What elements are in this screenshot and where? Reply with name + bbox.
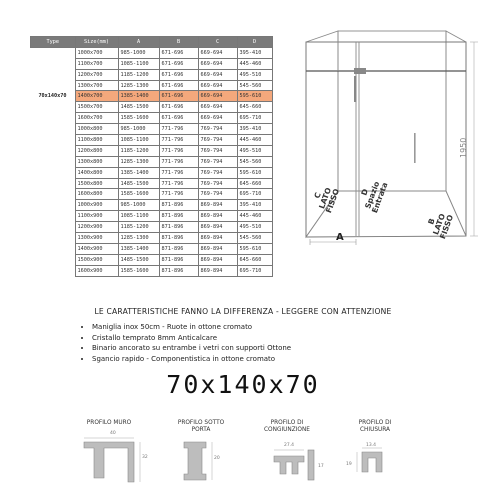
dim-label: 40 [110,431,116,436]
table-cell: 1485-1500 [118,178,159,189]
table-cell: 695-710 [237,113,272,124]
type-cell [31,167,76,178]
type-cell [31,211,76,222]
table-cell: 671-696 [159,91,198,102]
type-cell [31,178,76,189]
table-cell: 395-410 [237,124,272,135]
type-cell [31,135,76,146]
table-cell: 1185-1200 [118,145,159,156]
table-cell: 871-896 [159,243,198,254]
type-cell [31,145,76,156]
table-cell: 985-1000 [118,47,159,58]
table-cell: 1300x800 [75,156,118,167]
table-cell: 669-694 [198,58,237,69]
header-a: A [118,37,159,48]
table-cell: 1600x900 [75,265,118,276]
type-cell [31,69,76,80]
table-cell: 1200x800 [75,145,118,156]
table-row [31,211,273,222]
header-d: D [237,37,272,48]
table-cell: 769-794 [198,189,237,200]
type-cell [31,58,76,69]
table-cell: 1585-1600 [118,113,159,124]
table-cell: 1000x800 [75,124,118,135]
table-cell: 771-796 [159,189,198,200]
table-cell: 1600x700 [75,113,118,124]
type-cell [31,222,76,233]
header-c: C [198,37,237,48]
header-b: B [159,37,198,48]
table-cell: 869-894 [198,254,237,265]
dim-label: 19 [346,462,352,467]
dim-label: 27.4 [284,443,295,448]
table-cell: 871-896 [159,222,198,233]
table-cell: 669-694 [198,69,237,80]
table-cell: 445-460 [237,135,272,146]
table-cell: 871-896 [159,200,198,211]
type-cell [31,124,76,135]
table-cell: 769-794 [198,135,237,146]
table-cell: 1100x700 [75,58,118,69]
table-cell: 695-710 [237,189,272,200]
table-cell: 869-894 [198,233,237,244]
table-cell: 445-460 [237,58,272,69]
table-cell: 1285-1300 [118,233,159,244]
table-cell: 695-710 [237,265,272,276]
table-cell: 545-560 [237,80,272,91]
table-cell: 1300x700 [75,80,118,91]
table-cell: 545-560 [237,233,272,244]
type-cell [31,233,76,244]
type-cell [31,200,76,211]
table-cell: 495-510 [237,145,272,156]
features-heading: LE CARATTERISTICHE FANNO LA DIFFERENZA - LEGGERE CON ATTENZIONE [94,307,392,316]
table-cell: 671-696 [159,69,198,80]
feature-item: • Sgancio rapido - Componentistica in ottone cromato [92,354,291,365]
table-cell: 1385-1400 [118,167,159,178]
table-cell: 495-510 [237,222,272,233]
table-cell: 669-694 [198,102,237,113]
table-cell: 769-794 [198,124,237,135]
profile-label: PROFILO DI CHIUSURA [358,420,392,433]
table-row [31,156,273,167]
type-cell [31,47,76,58]
table-row [31,113,273,124]
feature-item: • Maniglia inox 50cm - Ruote in ottone cromato [92,322,291,333]
table-row [31,233,273,244]
table-cell: 1585-1600 [118,265,159,276]
table-cell: 1385-1400 [118,91,159,102]
table-cell: 871-896 [159,233,198,244]
table-cell: 1085-1100 [118,211,159,222]
table-cell: 771-796 [159,145,198,156]
table-cell: 1285-1300 [118,80,159,91]
table-cell: 1485-1500 [118,102,159,113]
table-row [31,47,273,58]
table-cell: 771-796 [159,167,198,178]
profile-label: PROFILO DI CONGIUNZIONE [264,420,310,433]
table-cell: 1185-1200 [118,69,159,80]
type-cell [31,243,76,254]
table-cell: 595-610 [237,91,272,102]
table-cell: 769-794 [198,145,237,156]
table-cell: 1600x800 [75,189,118,200]
table-cell: 985-1000 [118,200,159,211]
table-cell: 1200x900 [75,222,118,233]
table-cell: 769-794 [198,178,237,189]
dim-label: 17 [318,464,324,469]
type-cell: 70x140x70 [31,91,76,102]
table-cell: 869-894 [198,243,237,254]
dim-label: 20 [214,456,220,461]
table-cell: 671-696 [159,102,198,113]
table-cell: 495-510 [237,69,272,80]
table-cell: 1085-1100 [118,58,159,69]
handle-icon [354,76,357,102]
table-cell: 1285-1300 [118,156,159,167]
table-cell: 595-610 [237,243,272,254]
label-a: A [336,232,344,243]
table-cell: 669-694 [198,47,237,58]
table-cell: 445-460 [237,211,272,222]
table-cell: 869-894 [198,265,237,276]
table-cell: 1500x900 [75,254,118,265]
table-cell: 1500x700 [75,102,118,113]
table-cell: 869-894 [198,200,237,211]
table-cell: 645-660 [237,178,272,189]
table-row [31,58,273,69]
table-row [31,178,273,189]
header-size: Size(mm) [75,37,118,48]
dim-label: 13.4 [366,443,377,448]
table-cell: 545-560 [237,156,272,167]
table-cell: 1400x700 [75,91,118,102]
table-cell: 1385-1400 [118,243,159,254]
table-row [31,254,273,265]
table-cell: 771-796 [159,156,198,167]
table-row [31,265,273,276]
label-d: D Spazio Entrata [359,180,390,215]
table-row [31,124,273,135]
table-cell: 1585-1600 [118,189,159,200]
table-row [31,222,273,233]
table-cell: 645-660 [237,102,272,113]
type-cell [31,102,76,113]
table-row [31,69,273,80]
feature-item: • Cristallo temprato 8mm Anticalcare [92,333,291,344]
dim-label: 32 [142,455,148,460]
table-cell: 1000x900 [75,200,118,211]
table-cell: 871-896 [159,254,198,265]
table-row [31,145,273,156]
table-cell: 1100x900 [75,211,118,222]
table-cell: 771-796 [159,178,198,189]
table-cell: 671-696 [159,113,198,124]
table-cell: 1085-1100 [118,135,159,146]
table-row [31,135,273,146]
table-cell: 869-894 [198,211,237,222]
type-cell [31,80,76,91]
label-c: C LATO FISSO [312,186,342,215]
table-cell: 1400x800 [75,167,118,178]
table-cell: 645-660 [237,254,272,265]
table-row [31,80,273,91]
height-label: 1950 [459,137,468,158]
table-cell: 871-896 [159,211,198,222]
table-row [31,91,273,102]
table-cell: 669-694 [198,113,237,124]
table-cell: 771-796 [159,124,198,135]
table-row [31,102,273,113]
type-cell [31,113,76,124]
header-type: Type [31,37,76,48]
spec-table [30,36,273,277]
table-cell: 1185-1200 [118,222,159,233]
table-cell: 769-794 [198,167,237,178]
roller-icon [354,68,366,74]
table-cell: 871-896 [159,265,198,276]
joint-profile-icon [268,440,328,484]
table-row [31,189,273,200]
table-header-row [31,37,273,48]
type-cell [31,254,76,265]
closing-profile-icon [352,442,398,482]
size-title: 70x140x70 [166,370,320,399]
table-cell: 395-410 [237,200,272,211]
table-cell: 771-796 [159,135,198,146]
table-cell: 1100x800 [75,135,118,146]
table-cell: 671-696 [159,47,198,58]
features-list [80,322,291,364]
table-row [31,200,273,211]
feature-item: • Binario ancorato su entrambe i vetri con supporti Ottone [92,343,291,354]
table-cell: 1400x900 [75,243,118,254]
table-cell: 769-794 [198,156,237,167]
type-cell [31,189,76,200]
table-cell: 1000x700 [75,47,118,58]
table-cell: 595-610 [237,167,272,178]
profile-label: PROFILO SOTTO PORTA [177,420,225,433]
table-cell: 395-410 [237,47,272,58]
table-cell: 669-694 [198,91,237,102]
table-cell: 1200x700 [75,69,118,80]
type-cell [31,156,76,167]
table-cell: 1500x800 [75,178,118,189]
table-cell: 671-696 [159,58,198,69]
profile-label: PROFILO MURO [86,420,132,426]
table-cell: 669-694 [198,80,237,91]
table-cell: 869-894 [198,222,237,233]
type-cell [31,265,76,276]
table-row [31,243,273,254]
table-cell: 1300x900 [75,233,118,244]
table-cell: 671-696 [159,80,198,91]
table-cell: 985-1000 [118,124,159,135]
table-row [31,167,273,178]
table-cell: 1485-1500 [118,254,159,265]
label-b: B LATO FISSO [426,212,456,241]
